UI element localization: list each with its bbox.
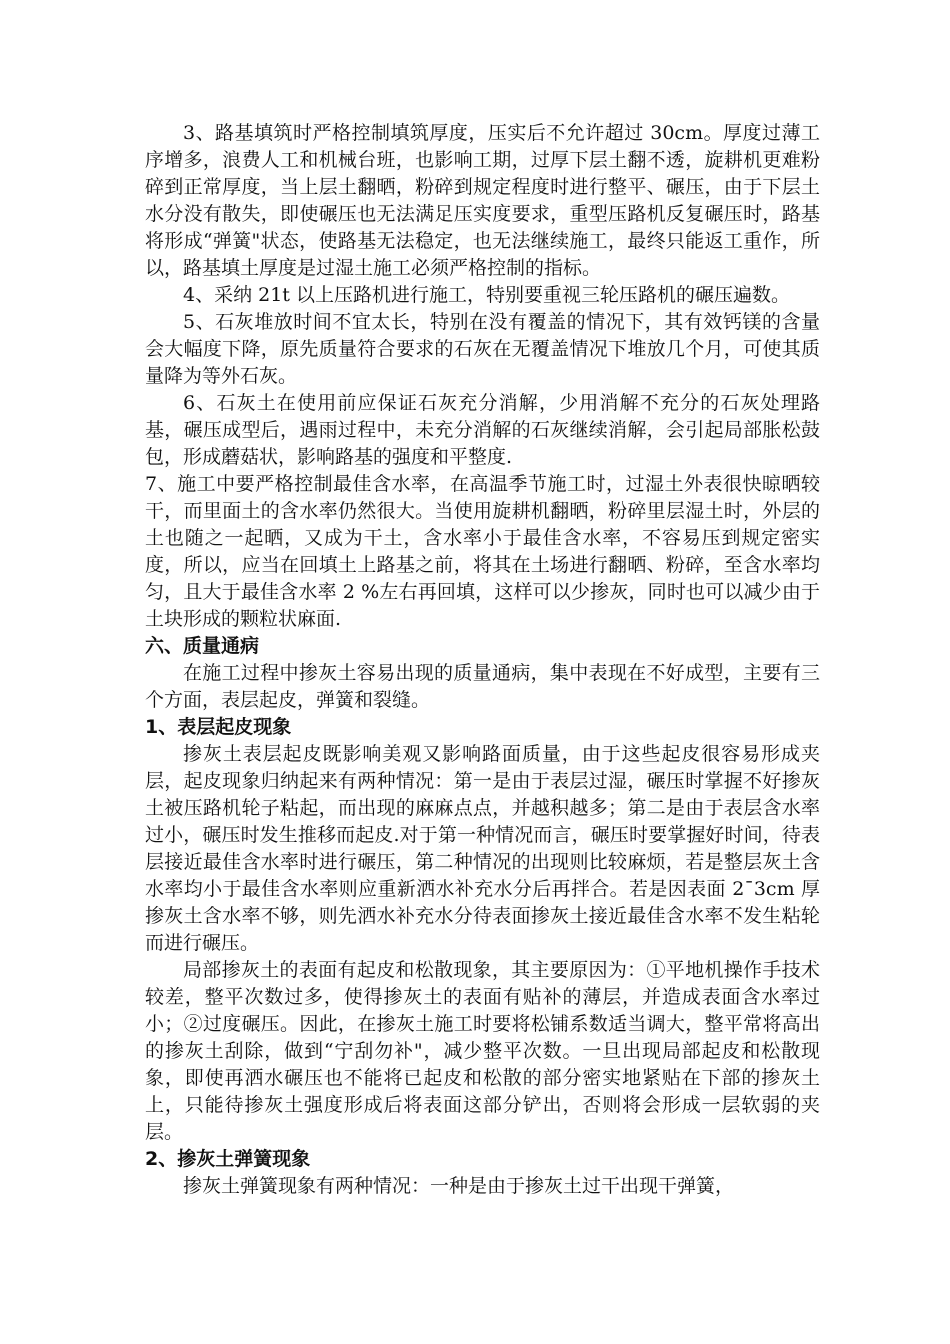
paragraph-item-3: 3、路基填筑时严格控制填筑厚度，压实后不允许超过 30cm。厚度过薄工序增多，浪费人工和机械台班，也影响工期，过厚下层土翻不透，旋耕机更难粉碎到正常厚度，当上层土翻晒，粉碎到规定程度时进行整平、碾压，由于下层土水分没有散失，即使碾压也无法满足压实度要求，重型压路机反复碾压时，路基将形成“弹簧"状态，使路基无法稳定，也无法继续施工，最终只能返工重作，所以，路基填土厚度是过湿土施工必须严格控制的指标。 (145, 122, 820, 279)
paragraph-defects-intro: 在施工过程中掺灰土容易出现的质量通病，集中表现在不好成型，主要有三个方面，表层起皮，弹簧和裂缝。 (145, 662, 820, 711)
section-heading-quality-defects: 六、质量通病 (145, 635, 260, 657)
paragraph-spring: 掺灰土弹簧现象有两种情况：一种是由于掺灰土过干出现干弹簧， (183, 1175, 735, 1197)
paragraph-item-5: 5、石灰堆放时间不宜太长，特别在没有覆盖的情况下，其有效钙镁的含量会大幅度下降，原先质量符合要求的石灰在无覆盖情况下堆放几个月，可使其质量降为等外石灰。 (145, 311, 820, 387)
paragraph-item-6: 6、石灰土在使用前应保证石灰充分消解，少用消解不充分的石灰处理路基，碾压成型后，遇雨过程中，未充分消解的石灰继续消解，会引起局部胀松鼓包，形成蘑菇状，影响路基的强度和平整度. (145, 392, 820, 468)
paragraph-peeling-2: 局部掺灰土的表面有起皮和松散现象，其主要原因为：①平地机操作手技术较差，整平次数过多，使得掺灰土的表面有贴补的薄层，并造成表面含水率过小；②过度碾压。因此，在掺灰土施工时要将松铺系数适当调大，整平常将高出的掺灰土刮除，做到“宁刮勿补"，减少整平次数。一旦出现局部起皮和松散现象，即使再洒水碾压也不能将已起皮和松散的部分密实地紧贴在下部的掺灰土上，只能待掺灰土强度形成后将表面这部分铲出，否则将会形成一层软弱的夹层。 (145, 959, 820, 1143)
subheading-spring-phenomenon: 2、掺灰土弹簧现象 (145, 1148, 311, 1170)
paragraph-item-4: 4、采纳 21t 以上压路机进行施工，特别要重视三轮压路机的碾压遍数。 (183, 284, 790, 306)
document-page (145, 120, 820, 1200)
paragraph-item-7: 7、施工中要严格控制最佳含水率，在高温季节施工时，过湿土外表很快晾晒较干，而里面土的含水率仍然很大。当使用旋耕机翻晒，粉碎里层湿土时，外层的土也随之一起晒，又成为干土，含水率小于最佳含水率，不容易压到规定密实度，所以，应当在回填土上路基之前，将其在土场进行翻晒、粉碎，至含水率均匀，且大于最佳含水率 2 %左右再回填，这样可以少掺灰，同时也可以减少由于土块形成的颗粒状麻面. (145, 473, 820, 630)
paragraph-peeling-1: 掺灰土表层起皮既影响美观又影响路面质量，由于这些起皮很容易形成夹层，起皮现象归纳起来有两种情况：第一是由于表层过湿，碾压时掌握不好掺灰土被压路机轮子粘起，而出现的麻麻点点，并越积越多；第二是由于表层含水率过小，碾压时发生推移而起皮.对于第一种情况而言，碾压时要掌握好时间，待表层接近最佳含水率时进行碾压，第二种情况的出现则比较麻烦，若是整层灰土含水率均小于最佳含水率则应重新洒水补充水分后再拌合。若是因表面 2¯3cm 厚掺灰土含水率不够，则先洒水补充水分待表面掺灰土接近最佳含水率不发生粘轮而进行碾压。 (145, 743, 820, 954)
subheading-surface-peeling: 1、表层起皮现象 (145, 716, 292, 738)
